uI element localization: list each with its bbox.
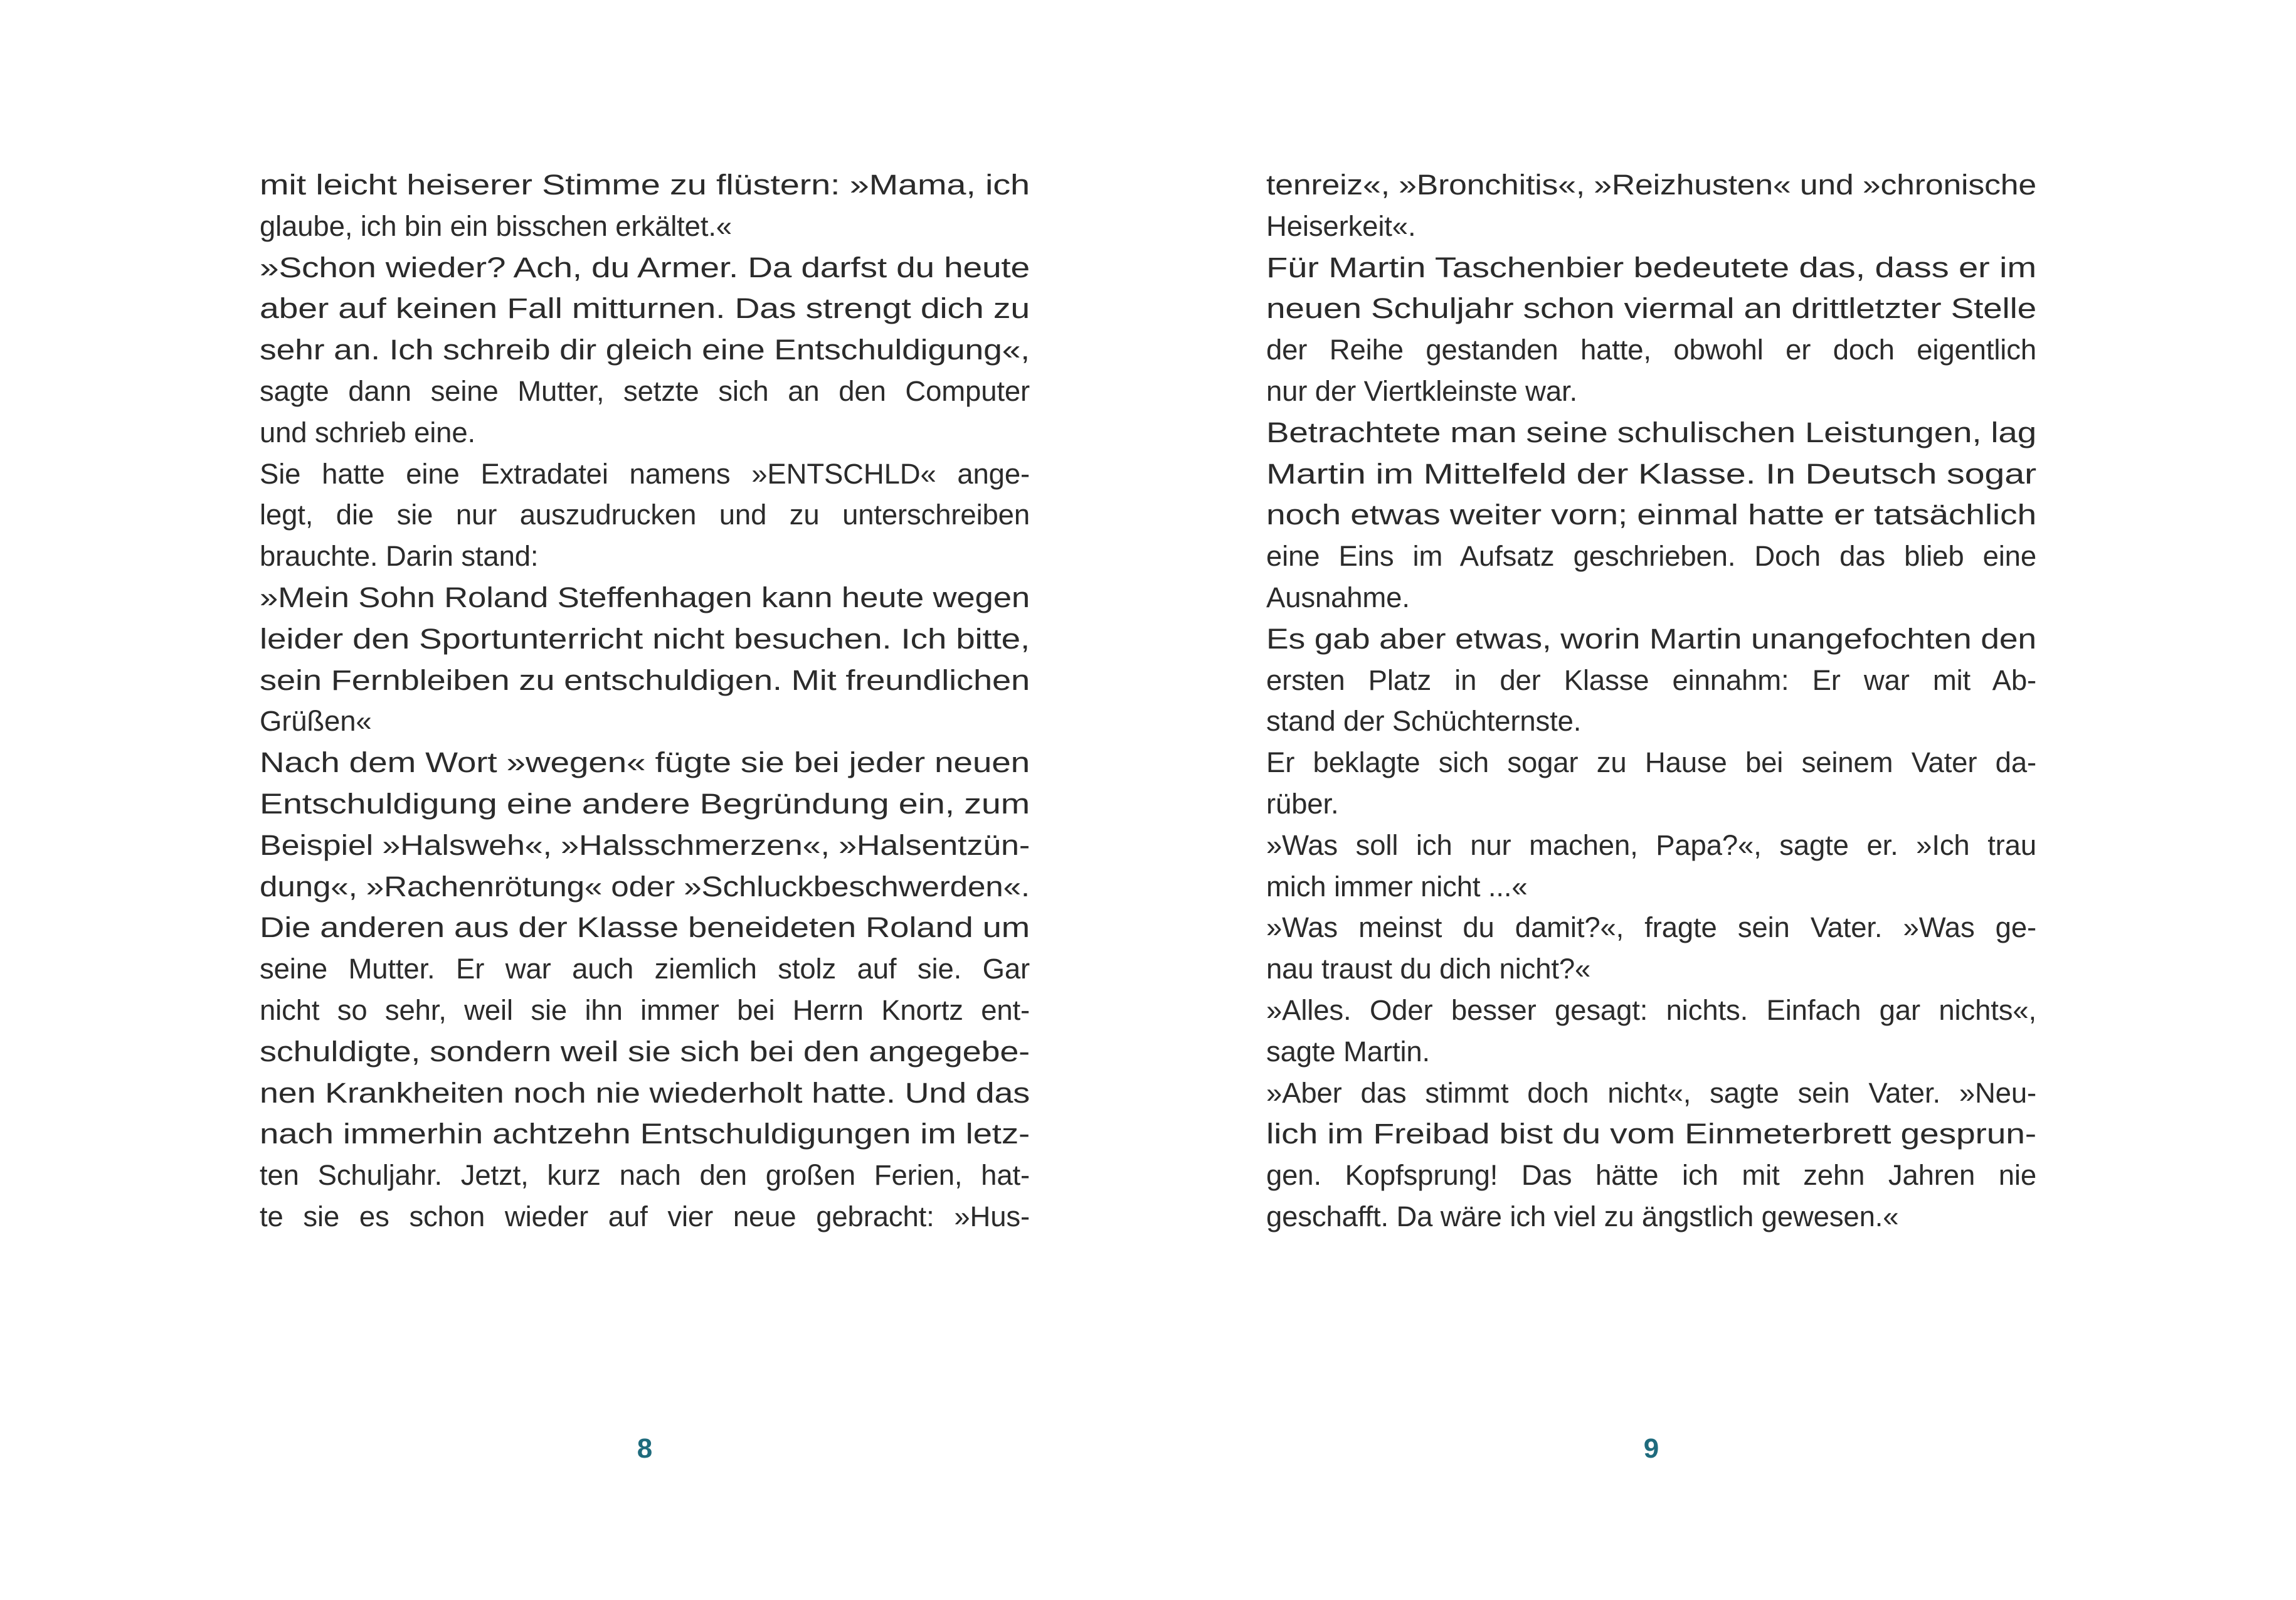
text-line	[1266, 206, 2036, 247]
text-line-content: Nach dem Wort »wegen« fügte sie bei jeder neuen	[260, 746, 1030, 779]
text-line	[1266, 783, 2036, 825]
text-line	[260, 247, 1030, 289]
text-line	[1266, 866, 2036, 908]
text-line-content: mit leicht heiserer Stimme zu flüstern: »Mama, ich	[260, 169, 1030, 201]
text-line	[1266, 1031, 2036, 1073]
text-line-content: mich immer nicht ...«	[1266, 870, 1528, 903]
text-line-content: Heiserkeit«.	[1266, 209, 1416, 242]
text-line	[1266, 371, 2036, 412]
text-line	[260, 948, 1030, 990]
text-line-content: dung«, »Rachenrötung« oder »Schluckbeschwerden«.	[260, 870, 1030, 903]
text-line	[1266, 164, 2036, 206]
text-line-content: Er beklagte sich sogar zu Hause bei seinem Vater da-	[1266, 746, 2036, 779]
text-line	[1266, 742, 2036, 783]
text-line	[260, 1155, 1030, 1196]
text-line-content: ersten Platz in der Klasse einnahm: Er war mit Ab-	[1266, 664, 2036, 696]
text-line-content: Betrachtete man seine schulischen Leistungen, lag	[1266, 416, 2036, 448]
text-line-content: leider den Sportunterricht nicht besuchen. Ich bitte,	[260, 622, 1030, 655]
text-line	[1266, 1113, 2036, 1155]
text-line	[260, 1031, 1030, 1073]
text-line	[260, 701, 1030, 742]
page-number-right: 9	[1643, 1433, 1659, 1464]
text-line-content: »Aber das stimmt doch nicht«, sagte sein Vater. »Neu-	[1266, 1076, 2036, 1109]
text-line-content: geschafft. Da wäre ich viel zu ängstlich gewesen.«	[1266, 1200, 1899, 1232]
text-line-content: sein Fernbleiben zu entschuldigen. Mit freundlichen	[260, 664, 1030, 696]
page-text-right	[1266, 164, 2036, 1237]
text-line-content: stand der Schüchternste.	[1266, 705, 1582, 738]
text-line-content: ten Schuljahr. Jetzt, kurz nach den großen Ferien, hat-	[260, 1159, 1030, 1192]
text-line	[260, 288, 1030, 329]
text-line-content: »Was meinst du damit?«, fragte sein Vater. »Was ge-	[1266, 911, 2036, 944]
text-line-content: Für Martin Taschenbier bedeutete das, dass er im	[1266, 251, 2036, 283]
text-line	[1266, 577, 2036, 618]
text-line	[260, 577, 1030, 618]
text-line-content: Es gab aber etwas, worin Martin unangefochten den	[1266, 622, 2036, 655]
text-line-content: Beispiel »Halsweh«, »Halsschmerzen«, »Halsentzün-	[260, 829, 1030, 861]
text-line	[1266, 247, 2036, 289]
text-line-content: Entschuldigung eine andere Begründung ein, zum	[260, 787, 1030, 820]
text-line	[1266, 701, 2036, 742]
text-line	[260, 536, 1030, 577]
text-line	[1266, 825, 2036, 866]
text-line-content: »Alles. Oder besser gesagt: nichts. Einfach gar nichts«,	[1266, 993, 2036, 1026]
text-line-content: »Mein Sohn Roland Steffenhagen kann heute wegen	[260, 581, 1030, 613]
text-line	[1266, 1155, 2036, 1196]
text-line	[260, 494, 1030, 536]
page-text-left	[260, 164, 1030, 1237]
text-line-content: glaube, ich bin ein bisschen erkältet.«	[260, 209, 732, 242]
text-line-content: brauchte. Darin stand:	[260, 540, 539, 573]
text-line-content: »Was soll ich nur machen, Papa?«, sagte er. »Ich trau	[1266, 829, 2036, 861]
text-line	[1266, 453, 2036, 495]
text-line	[260, 866, 1030, 908]
text-line	[260, 1073, 1030, 1114]
text-line	[260, 1196, 1030, 1237]
text-line-content: gen. Kopfsprung! Das hätte ich mit zehn Jahren nie	[1266, 1159, 2036, 1192]
text-line-content: neuen Schuljahr schon viermal an drittletzter Stelle	[1266, 292, 2036, 325]
text-line-content: legt, die sie nur auszudrucken und zu unterschreiben	[260, 499, 1030, 531]
text-line-content: sehr an. Ich schreib dir gleich eine Entschuldigung«,	[260, 334, 1030, 366]
text-line	[260, 825, 1030, 866]
text-line-content: und schrieb eine.	[260, 416, 475, 448]
text-line-content: Sie hatte eine Extradatei namens »ENTSCHLD« ange-	[260, 457, 1030, 490]
text-line-content: der Reihe gestanden hatte, obwohl er doch eigentlich	[1266, 334, 2036, 366]
text-line	[260, 742, 1030, 783]
text-line-content: noch etwas weiter vorn; einmal hatte er tatsächlich	[1266, 499, 2036, 531]
text-line	[1266, 329, 2036, 371]
text-line-content: seine Mutter. Er war auch ziemlich stolz auf sie. Gar	[260, 953, 1030, 985]
text-line	[260, 329, 1030, 371]
text-line	[260, 1113, 1030, 1155]
text-line-content: nen Krankheiten noch nie wiederholt hatte. Und das	[260, 1076, 1030, 1109]
text-line	[260, 990, 1030, 1031]
text-line	[1266, 1073, 2036, 1114]
text-line	[260, 371, 1030, 412]
text-line	[260, 660, 1030, 701]
text-line	[260, 412, 1030, 453]
text-line	[1266, 660, 2036, 701]
text-line-content: rüber.	[1266, 787, 1339, 820]
text-line-content: sagte dann seine Mutter, setzte sich an den Computer	[260, 374, 1030, 407]
text-line	[1266, 1196, 2036, 1237]
text-line-content: te sie es schon wieder auf vier neue gebracht: »Hus-	[260, 1200, 1030, 1232]
text-line-content: eine Eins im Aufsatz geschrieben. Doch das blieb eine	[1266, 540, 2036, 573]
book-page-right	[1148, 0, 2296, 1600]
text-line-content: Grüßen«	[260, 705, 372, 738]
text-line	[1266, 412, 2036, 453]
text-line	[260, 907, 1030, 948]
text-line	[260, 453, 1030, 495]
text-line	[1266, 948, 2036, 990]
text-line-content: aber auf keinen Fall mitturnen. Das strengt dich zu	[260, 292, 1030, 325]
text-line-content: nach immerhin achtzehn Entschuldigungen im letz-	[260, 1118, 1030, 1150]
text-line	[260, 206, 1030, 247]
text-line-content: Martin im Mittelfeld der Klasse. In Deutsch sogar	[1266, 457, 2036, 490]
text-line-content: Die anderen aus der Klasse beneideten Roland um	[260, 911, 1030, 944]
text-line	[1266, 288, 2036, 329]
page-number-left: 8	[637, 1433, 653, 1464]
text-line	[260, 783, 1030, 825]
text-line	[1266, 907, 2036, 948]
text-line	[1266, 618, 2036, 660]
text-line-content: nicht so sehr, weil sie ihn immer bei Herrn Knortz ent-	[260, 993, 1030, 1026]
text-line-content: sagte Martin.	[1266, 1035, 1431, 1068]
text-line	[260, 618, 1030, 660]
text-line	[1266, 990, 2036, 1031]
text-line-content: »Schon wieder? Ach, du Armer. Da darfst du heute	[260, 251, 1030, 283]
text-line-content: Ausnahme.	[1266, 581, 1410, 613]
text-line-content: nau traust du dich nicht?«	[1266, 953, 1591, 985]
text-line	[1266, 494, 2036, 536]
text-line-content: tenreiz«, »Bronchitis«, »Reizhusten« und »chronische	[1266, 169, 2036, 201]
text-line-content: lich im Freibad bist du vom Einmeterbrett gesprun-	[1266, 1118, 2036, 1150]
text-line-content: nur der Viertkleinste war.	[1266, 374, 1578, 407]
text-line	[1266, 536, 2036, 577]
text-line-content: schuldigte, sondern weil sie sich bei den angegebe-	[260, 1035, 1030, 1068]
text-line	[260, 164, 1030, 206]
